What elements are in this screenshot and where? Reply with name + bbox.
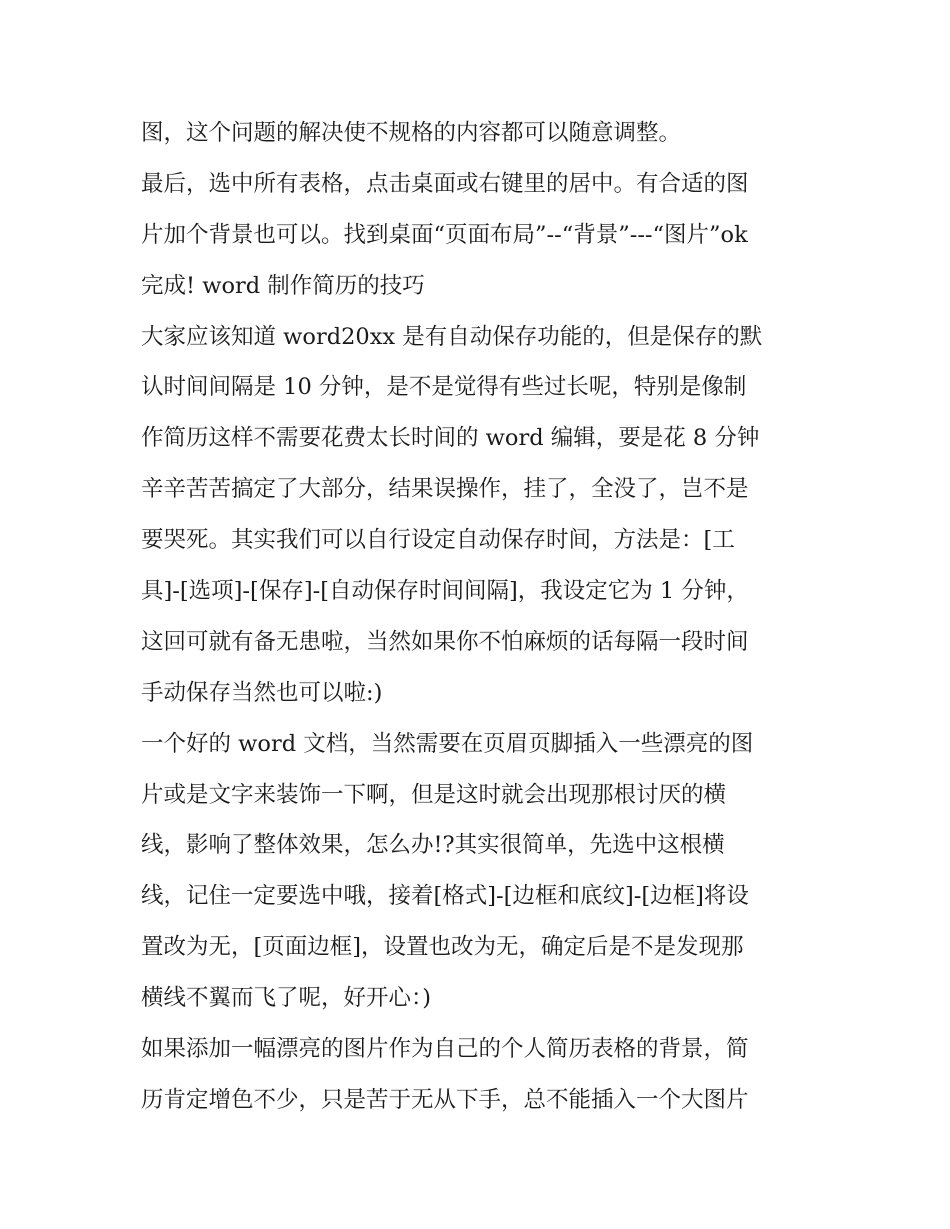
text-line: 认时间间隔是 10 分钟，是不是觉得有些过长呢，特别是像制: [141, 374, 747, 401]
text-line: 大家应该知道 word20xx 是有自动保存功能的，但是保存的默: [141, 323, 763, 350]
text-line: 线，记住一定要选中哦，接着[格式]-[边框和底纹]-[边框]将设: [141, 883, 749, 910]
text-line: 这回可就有备无患啦，当然如果你不怕麻烦的话每隔一段时间: [141, 628, 749, 655]
text-line: 如果添加一幅漂亮的图片作为自己的个人简历表格的背景，简: [141, 1036, 749, 1063]
text-line: 片或是文字来装饰一下啊，但是这时就会出现那根讨厌的横: [141, 781, 727, 808]
text-line: 辛辛苦苦搞定了大部分，结果误操作，挂了，全没了，岂不是: [141, 476, 749, 503]
text-line: 具]-[选项]-[保存]-[自动保存时间间隔]，我设定它为 1 分钟，: [141, 578, 749, 605]
text-line: 片加个背景也可以。找到桌面“页面布局”--“背景”---“图片”ok: [141, 221, 748, 248]
document-body: [141, 108, 821, 1126]
text-line: 线，影响了整体效果，怎么办!?其实很简单，先选中这根横: [141, 832, 725, 859]
text-line: 最后，选中所有表格，点击桌面或右键里的居中。有合适的图: [141, 170, 749, 197]
text-line: 作简历这样不需要花费太长时间的 word 编辑，要是花 8 分钟: [141, 425, 760, 452]
text-line: 置改为无，[页面边框]，设置也改为无，确定后是不是发现那: [141, 934, 744, 961]
text-line: 一个好的 word 文档，当然需要在页眉页脚插入一些漂亮的图: [141, 730, 754, 757]
text-line: 历肯定增色不少，只是苦于无从下手，总不能插入一个大图片: [141, 1086, 749, 1113]
text-line: 完成! word 制作简历的技巧: [141, 272, 425, 299]
text-line: 手动保存当然也可以啦:): [141, 679, 383, 706]
text-line: 图，这个问题的解决使不规格的内容都可以随意调整。: [141, 120, 682, 146]
text-line: 横线不翼而飞了呢，好开心：): [141, 985, 432, 1012]
text-line: 要哭死。其实我们可以自行设定自动保存时间，方法是：[工: [141, 527, 735, 554]
